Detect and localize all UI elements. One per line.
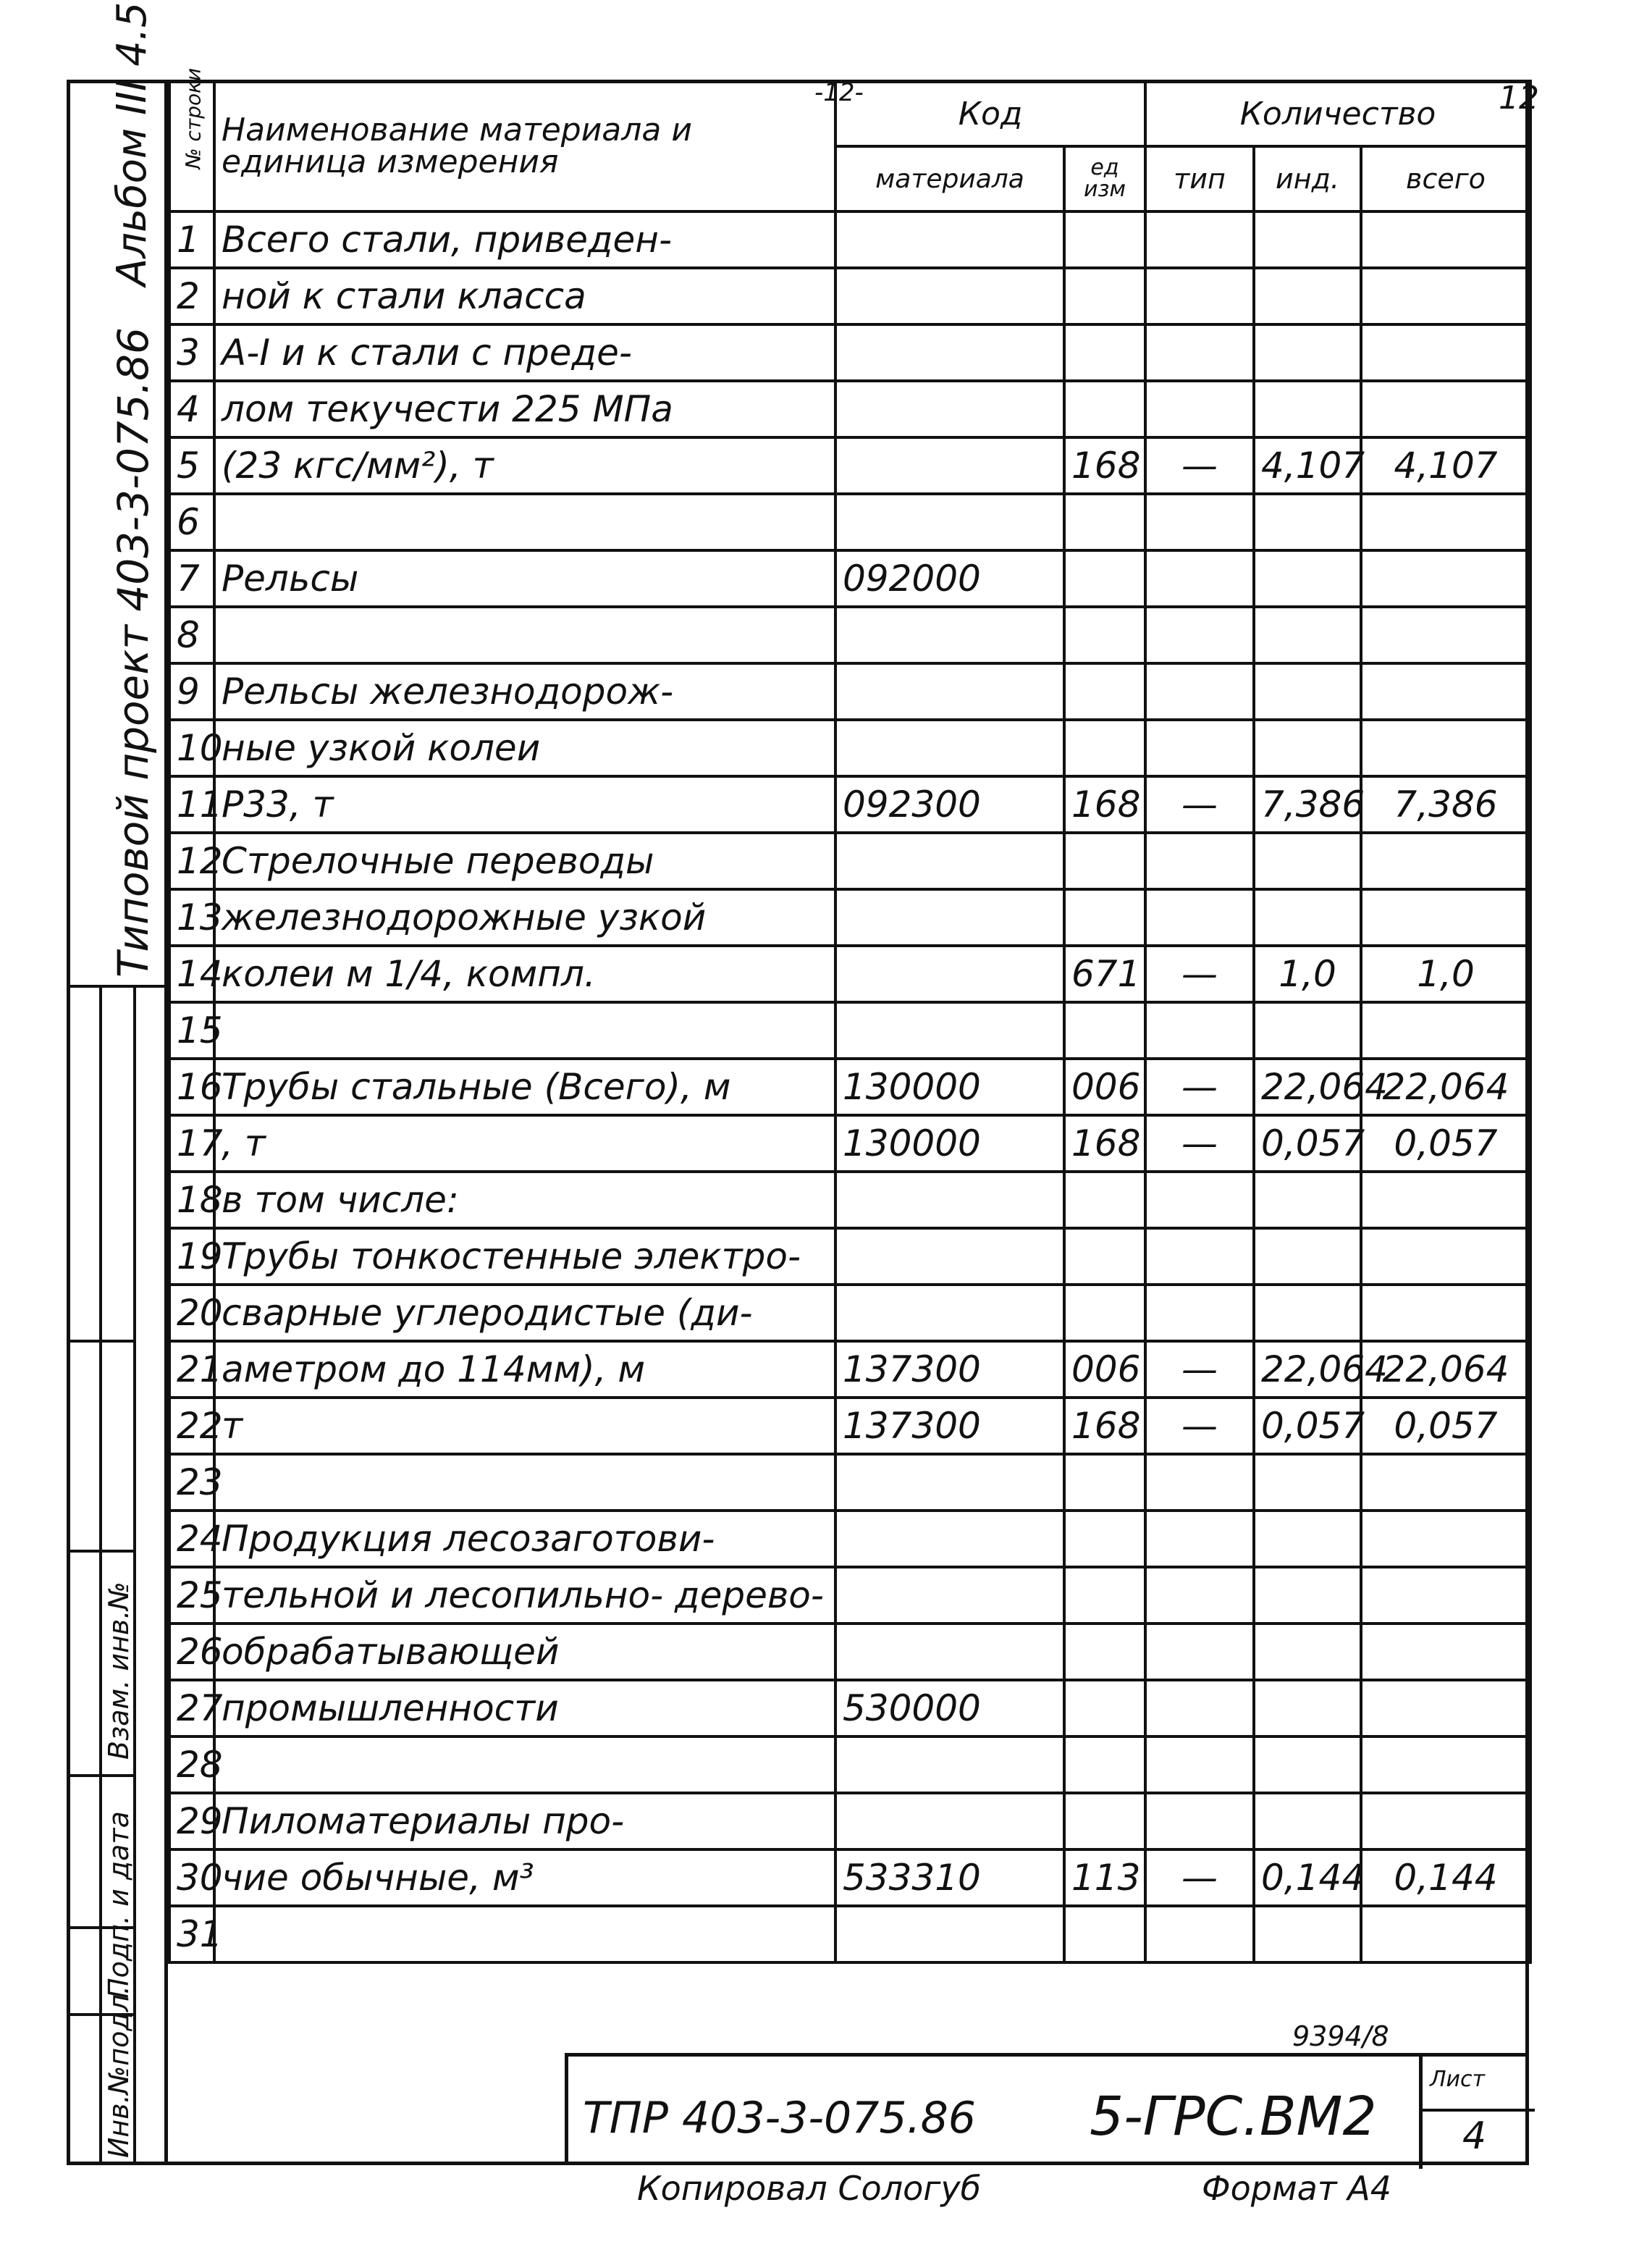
material-name xyxy=(214,494,835,550)
qty-type xyxy=(1145,381,1254,437)
unit-code xyxy=(1064,1454,1145,1511)
qty-ind xyxy=(1254,663,1361,720)
table-row xyxy=(169,1059,1530,1115)
unit-code xyxy=(1064,1906,1145,1962)
material-name: в том числе: xyxy=(214,1172,835,1228)
header-code-unit: ед изм xyxy=(1064,146,1145,211)
unit-code: 006 xyxy=(1064,1059,1145,1115)
table-row xyxy=(169,1172,1530,1228)
material-code: 092000 xyxy=(835,550,1064,607)
qty-ind: 7,386 xyxy=(1254,776,1361,833)
row-number: 13 xyxy=(169,889,214,946)
unit-code xyxy=(1064,550,1145,607)
table-row xyxy=(169,1341,1530,1398)
qty-type: — xyxy=(1145,1398,1254,1454)
unit-code xyxy=(1064,720,1145,776)
unit-code: 168 xyxy=(1064,776,1145,833)
material-name: ной к стали класса xyxy=(214,268,835,324)
qty-ind: 1,0 xyxy=(1254,946,1361,1002)
unit-code: 168 xyxy=(1064,1398,1145,1454)
row-number: 22 xyxy=(169,1398,214,1454)
material-name: (23 кгс/мм²), т xyxy=(214,437,835,494)
stamp-label-vzam-inv: Взам. инв.№ xyxy=(103,1582,135,1760)
unit-code xyxy=(1064,268,1145,324)
qty-ind xyxy=(1254,1172,1361,1228)
material-name: Рельсы xyxy=(214,550,835,607)
material-name: Трубы тонкостенные электро- xyxy=(214,1228,835,1285)
material-code xyxy=(835,1906,1064,1962)
unit-code xyxy=(1064,1285,1145,1341)
material-name: Стрелочные переводы xyxy=(214,833,835,889)
format-label: Формат А4 xyxy=(1202,2169,1391,2208)
qty-ind xyxy=(1254,381,1361,437)
material-code xyxy=(835,437,1064,494)
material-code: 092300 xyxy=(835,776,1064,833)
unit-code xyxy=(1064,381,1145,437)
qty-type: — xyxy=(1145,776,1254,833)
qty-total xyxy=(1361,211,1530,268)
material-code xyxy=(835,720,1064,776)
unit-code xyxy=(1064,1624,1145,1680)
qty-total: 4,107 xyxy=(1361,437,1530,494)
material-name: чие обычные, м³ xyxy=(214,1849,835,1906)
qty-ind xyxy=(1254,1624,1361,1680)
material-code xyxy=(835,268,1064,324)
material-name: лом текучести 225 МПа xyxy=(214,381,835,437)
material-code xyxy=(835,1567,1064,1624)
row-number: 4 xyxy=(169,381,214,437)
qty-type xyxy=(1145,1793,1254,1849)
document-mark: 5-ГРС.ВМ2 xyxy=(1090,2086,1377,2148)
row-number: 24 xyxy=(169,1511,214,1567)
material-name: сварные углеродистые (ди- xyxy=(214,1285,835,1341)
qty-ind xyxy=(1254,1285,1361,1341)
table-row xyxy=(169,720,1530,776)
table-row xyxy=(169,1115,1530,1172)
qty-ind xyxy=(1254,1680,1361,1736)
unit-code xyxy=(1064,1680,1145,1736)
unit-code xyxy=(1064,324,1145,381)
material-code: 130000 xyxy=(835,1115,1064,1172)
qty-total: 1,0 xyxy=(1361,946,1530,1002)
qty-ind xyxy=(1254,1228,1361,1285)
materials-spec-table xyxy=(168,67,1532,1964)
material-code xyxy=(835,324,1064,381)
qty-total xyxy=(1361,550,1530,607)
row-number: 28 xyxy=(169,1736,214,1793)
unit-code xyxy=(1064,833,1145,889)
qty-ind: 22,064 xyxy=(1254,1059,1361,1115)
material-code xyxy=(835,1511,1064,1567)
material-name: , т xyxy=(214,1115,835,1172)
table-row xyxy=(169,1228,1530,1285)
header-qty-total: всего xyxy=(1361,146,1530,211)
qty-ind xyxy=(1254,1736,1361,1793)
material-name xyxy=(214,1002,835,1059)
unit-code xyxy=(1064,1567,1145,1624)
qty-ind xyxy=(1254,833,1361,889)
material-code: 533310 xyxy=(835,1849,1064,1906)
material-name: Продукция лесозаготови- xyxy=(214,1511,835,1567)
table-row xyxy=(169,889,1530,946)
material-name: т xyxy=(214,1398,835,1454)
table-row xyxy=(169,1793,1530,1849)
qty-total xyxy=(1361,324,1530,381)
table-row xyxy=(169,833,1530,889)
qty-ind xyxy=(1254,607,1361,663)
row-number: 19 xyxy=(169,1228,214,1285)
qty-type xyxy=(1145,1228,1254,1285)
qty-type xyxy=(1145,833,1254,889)
unit-code xyxy=(1064,1793,1145,1849)
qty-total: 0,057 xyxy=(1361,1115,1530,1172)
qty-type xyxy=(1145,1624,1254,1680)
qty-total xyxy=(1361,720,1530,776)
qty-total xyxy=(1361,268,1530,324)
qty-total: 22,064 xyxy=(1361,1341,1530,1398)
qty-total xyxy=(1361,1793,1530,1849)
material-code xyxy=(835,1172,1064,1228)
table-row xyxy=(169,1849,1530,1906)
qty-total xyxy=(1361,1454,1530,1511)
qty-total xyxy=(1361,1736,1530,1793)
qty-type xyxy=(1145,1002,1254,1059)
material-code: 530000 xyxy=(835,1680,1064,1736)
qty-total xyxy=(1361,889,1530,946)
unit-code xyxy=(1064,494,1145,550)
qty-ind xyxy=(1254,1906,1361,1962)
qty-ind xyxy=(1254,268,1361,324)
material-name xyxy=(214,607,835,663)
copied-by: Копировал Сологуб xyxy=(637,2169,982,2208)
qty-type xyxy=(1145,324,1254,381)
qty-type xyxy=(1145,1680,1254,1736)
qty-type xyxy=(1145,211,1254,268)
unit-code: 671 xyxy=(1064,946,1145,1002)
row-number: 16 xyxy=(169,1059,214,1115)
header-qty-ind: инд. xyxy=(1254,146,1361,211)
header-code-material: материала xyxy=(835,146,1064,211)
material-code xyxy=(835,1736,1064,1793)
header-material-name: Наименование материала и единица измерения xyxy=(214,81,835,211)
qty-total: 0,144 xyxy=(1361,1849,1530,1906)
qty-ind xyxy=(1254,494,1361,550)
table-row xyxy=(169,776,1530,833)
material-code: 137300 xyxy=(835,1341,1064,1398)
material-code xyxy=(835,663,1064,720)
table-row xyxy=(169,1398,1530,1454)
material-name: Р33, т xyxy=(214,776,835,833)
unit-code xyxy=(1064,1172,1145,1228)
project-label: Типовой проект 403-3-075.86 xyxy=(109,327,158,978)
qty-ind xyxy=(1254,1793,1361,1849)
sheet-label: Лист xyxy=(1430,2067,1486,2092)
table-row xyxy=(169,550,1530,607)
header-qty-type: тип xyxy=(1145,146,1254,211)
qty-type xyxy=(1145,720,1254,776)
qty-total xyxy=(1361,1567,1530,1624)
qty-total: 7,386 xyxy=(1361,776,1530,833)
qty-total: 0,057 xyxy=(1361,1398,1530,1454)
table-row xyxy=(169,211,1530,268)
material-name: Трубы стальные (Всего), м xyxy=(214,1059,835,1115)
qty-ind: 22,064 xyxy=(1254,1341,1361,1398)
row-number: 10 xyxy=(169,720,214,776)
header-quantity: Количество xyxy=(1145,81,1530,146)
material-name: А-I и к стали с преде- xyxy=(214,324,835,381)
row-number: 8 xyxy=(169,607,214,663)
row-number: 6 xyxy=(169,494,214,550)
qty-ind: 0,057 xyxy=(1254,1398,1361,1454)
row-number: 21 xyxy=(169,1341,214,1398)
unit-code xyxy=(1064,1002,1145,1059)
table-row xyxy=(169,1906,1530,1962)
table-row xyxy=(169,607,1530,663)
qty-type xyxy=(1145,1454,1254,1511)
sheet-number: 4 xyxy=(1462,2114,1487,2158)
material-code xyxy=(835,1002,1064,1059)
material-name: Рельсы железнодорож- xyxy=(214,663,835,720)
material-name: колеи м 1/4, компл. xyxy=(214,946,835,1002)
header-row-number: № строки xyxy=(169,81,214,211)
qty-ind xyxy=(1254,1002,1361,1059)
row-number: 25 xyxy=(169,1567,214,1624)
qty-ind xyxy=(1254,889,1361,946)
table-row xyxy=(169,1511,1530,1567)
qty-total xyxy=(1361,1624,1530,1680)
row-number: 23 xyxy=(169,1454,214,1511)
stamp-label-podp-data: Подп. и дата xyxy=(103,1811,135,1999)
qty-ind xyxy=(1254,1454,1361,1511)
album-label: Альбом III 4.5 xyxy=(109,1,156,286)
qty-total xyxy=(1361,1511,1530,1567)
material-name: тельной и лесопильно- дерево- xyxy=(214,1567,835,1624)
material-name xyxy=(214,1736,835,1793)
row-number: 20 xyxy=(169,1285,214,1341)
table-row xyxy=(169,1002,1530,1059)
qty-type xyxy=(1145,1906,1254,1962)
unit-code xyxy=(1064,1228,1145,1285)
table-row xyxy=(169,494,1530,550)
page-number: -12- xyxy=(814,78,864,107)
qty-total xyxy=(1361,1002,1530,1059)
unit-code xyxy=(1064,211,1145,268)
qty-type xyxy=(1145,663,1254,720)
table-row xyxy=(169,1736,1530,1793)
row-number: 11 xyxy=(169,776,214,833)
row-number: 30 xyxy=(169,1849,214,1906)
qty-total xyxy=(1361,1285,1530,1341)
material-code xyxy=(835,946,1064,1002)
unit-code xyxy=(1064,607,1145,663)
title-block xyxy=(565,2053,1529,2165)
row-number: 15 xyxy=(169,1002,214,1059)
material-code xyxy=(835,211,1064,268)
qty-type: — xyxy=(1145,1115,1254,1172)
row-number: 17 xyxy=(169,1115,214,1172)
material-code: 130000 xyxy=(835,1059,1064,1115)
material-code xyxy=(835,1624,1064,1680)
qty-ind xyxy=(1254,1511,1361,1567)
unit-code xyxy=(1064,1736,1145,1793)
qty-type xyxy=(1145,889,1254,946)
sheet-corner-number: 12 xyxy=(1499,80,1539,117)
qty-type: — xyxy=(1145,946,1254,1002)
qty-total xyxy=(1361,1228,1530,1285)
qty-ind xyxy=(1254,1567,1361,1624)
qty-ind: 4,107 xyxy=(1254,437,1361,494)
qty-total: 22,064 xyxy=(1361,1059,1530,1115)
row-number: 26 xyxy=(169,1624,214,1680)
material-name xyxy=(214,1454,835,1511)
table-row xyxy=(169,663,1530,720)
row-number: 31 xyxy=(169,1906,214,1962)
qty-type xyxy=(1145,268,1254,324)
material-code xyxy=(835,1285,1064,1341)
table-row xyxy=(169,1680,1530,1736)
material-code xyxy=(835,1793,1064,1849)
table-row xyxy=(169,324,1530,381)
qty-ind: 0,057 xyxy=(1254,1115,1361,1172)
material-code xyxy=(835,381,1064,437)
material-code xyxy=(835,889,1064,946)
qty-ind xyxy=(1254,550,1361,607)
row-number: 9 xyxy=(169,663,214,720)
row-number: 3 xyxy=(169,324,214,381)
qty-total xyxy=(1361,1906,1530,1962)
unit-code xyxy=(1064,889,1145,946)
stamp-label-inv-podl: Инв.№подл. xyxy=(103,1985,135,2158)
qty-ind xyxy=(1254,324,1361,381)
material-name: промышленности xyxy=(214,1680,835,1736)
qty-total xyxy=(1361,607,1530,663)
material-code xyxy=(835,1454,1064,1511)
qty-total xyxy=(1361,494,1530,550)
material-code xyxy=(835,494,1064,550)
table-row xyxy=(169,381,1530,437)
unit-code xyxy=(1064,1511,1145,1567)
qty-type: — xyxy=(1145,437,1254,494)
unit-code: 168 xyxy=(1064,1115,1145,1172)
qty-ind: 0,144 xyxy=(1254,1849,1361,1906)
material-name: ные узкой колеи xyxy=(214,720,835,776)
stamp-column-block xyxy=(67,985,168,2165)
qty-type xyxy=(1145,1172,1254,1228)
qty-total xyxy=(1361,1172,1530,1228)
qty-type xyxy=(1145,607,1254,663)
table-row xyxy=(169,1454,1530,1511)
unit-code: 168 xyxy=(1064,437,1145,494)
table-row xyxy=(169,437,1530,494)
row-number: 7 xyxy=(169,550,214,607)
qty-type xyxy=(1145,494,1254,550)
material-name: Пиломатериалы про- xyxy=(214,1793,835,1849)
material-code xyxy=(835,833,1064,889)
inventory-number: 9394/8 xyxy=(1292,2020,1389,2052)
unit-code: 006 xyxy=(1064,1341,1145,1398)
row-number: 5 xyxy=(169,437,214,494)
table-row xyxy=(169,946,1530,1002)
table-row xyxy=(169,1624,1530,1680)
row-number: 29 xyxy=(169,1793,214,1849)
qty-type: — xyxy=(1145,1059,1254,1115)
material-code: 137300 xyxy=(835,1398,1064,1454)
table-row xyxy=(169,268,1530,324)
table-row xyxy=(169,1285,1530,1341)
material-code xyxy=(835,1228,1064,1285)
qty-type xyxy=(1145,550,1254,607)
qty-type xyxy=(1145,1567,1254,1624)
qty-total xyxy=(1361,833,1530,889)
material-code xyxy=(835,607,1064,663)
row-number: 27 xyxy=(169,1680,214,1736)
material-name: Всего стали, приведен- xyxy=(214,211,835,268)
doc-code: ТПР 403-3-075.86 xyxy=(583,2093,976,2143)
material-name xyxy=(214,1906,835,1962)
qty-ind xyxy=(1254,211,1361,268)
qty-ind xyxy=(1254,720,1361,776)
table-row xyxy=(169,1567,1530,1624)
row-number: 1 xyxy=(169,211,214,268)
unit-code: 113 xyxy=(1064,1849,1145,1906)
row-number: 14 xyxy=(169,946,214,1002)
qty-type xyxy=(1145,1511,1254,1567)
qty-total xyxy=(1361,663,1530,720)
spec-table-body xyxy=(169,211,1530,1962)
material-name: обрабатывающей xyxy=(214,1624,835,1680)
material-name: аметром до 114мм), м xyxy=(214,1341,835,1398)
qty-type: — xyxy=(1145,1849,1254,1906)
unit-code xyxy=(1064,663,1145,720)
row-number: 2 xyxy=(169,268,214,324)
material-name: железнодорожные узкой xyxy=(214,889,835,946)
row-number: 12 xyxy=(169,833,214,889)
header-code: Код xyxy=(835,81,1145,146)
qty-type: — xyxy=(1145,1341,1254,1398)
qty-type xyxy=(1145,1736,1254,1793)
qty-type xyxy=(1145,1285,1254,1341)
row-number: 18 xyxy=(169,1172,214,1228)
qty-total xyxy=(1361,381,1530,437)
qty-total xyxy=(1361,1680,1530,1736)
